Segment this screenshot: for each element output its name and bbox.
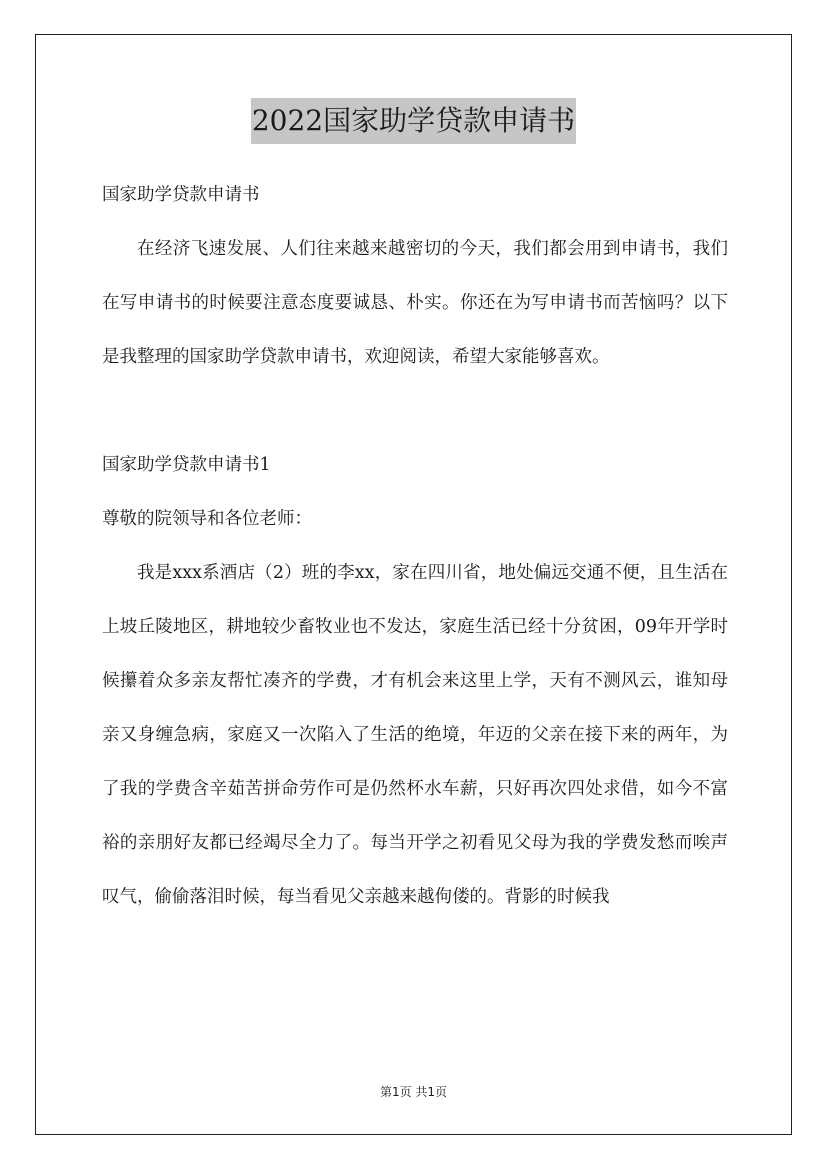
intro-paragraph: 在经济飞速发展、人们往来越来越密切的今天，我们都会用到申请书，我们在写申请书的时候要注意态度要诚恳、朴实。你还在为写申请书而苦恼吗？以下是我整理的国家助学贷款申请书，欢迎阅读，希望大家能够喜欢。 [102,239,728,367]
letter-body-paragraph: 我是xxx系酒店（2）班的李xx，家在四川省，地处偏远交通不便，且生活在上坡丘陵地区，耕地较少畜牧业也不发达，家庭生活已经十分贫困，09年开学时候攥着众多亲友帮忙凑齐的学费，才有机会来这里上学，天有不测风云，谁知母亲又身缠急病，家庭又一次陷入了生活的绝境，年迈的父亲在接下来的两年，为了我的学费含辛茹苦拼命劳作可是仍然杯水车薪，只好再次四处求借，如今不富裕的亲朋好友都已经竭尽全力了。每当开学之初看见父母为我的学费发愁而唉声叹气，偷偷落泪时候，每当看见父亲越来越佝偻的。背影的时候我 [102,563,728,907]
letter-heading: 国家助学贷款申请书1 [102,455,271,475]
section-heading: 国家助学贷款申请书 [102,185,260,205]
page-number: 第1页 共1页 [379,1085,448,1099]
document-title-container [0,98,827,144]
page-footer [0,1082,827,1102]
document-title: 2022国家助学贷款申请书 [251,98,576,144]
document-body [102,168,728,924]
paragraph-spacer [102,384,728,438]
letter-salutation: 尊敬的院领导和各位老师： [102,509,312,529]
